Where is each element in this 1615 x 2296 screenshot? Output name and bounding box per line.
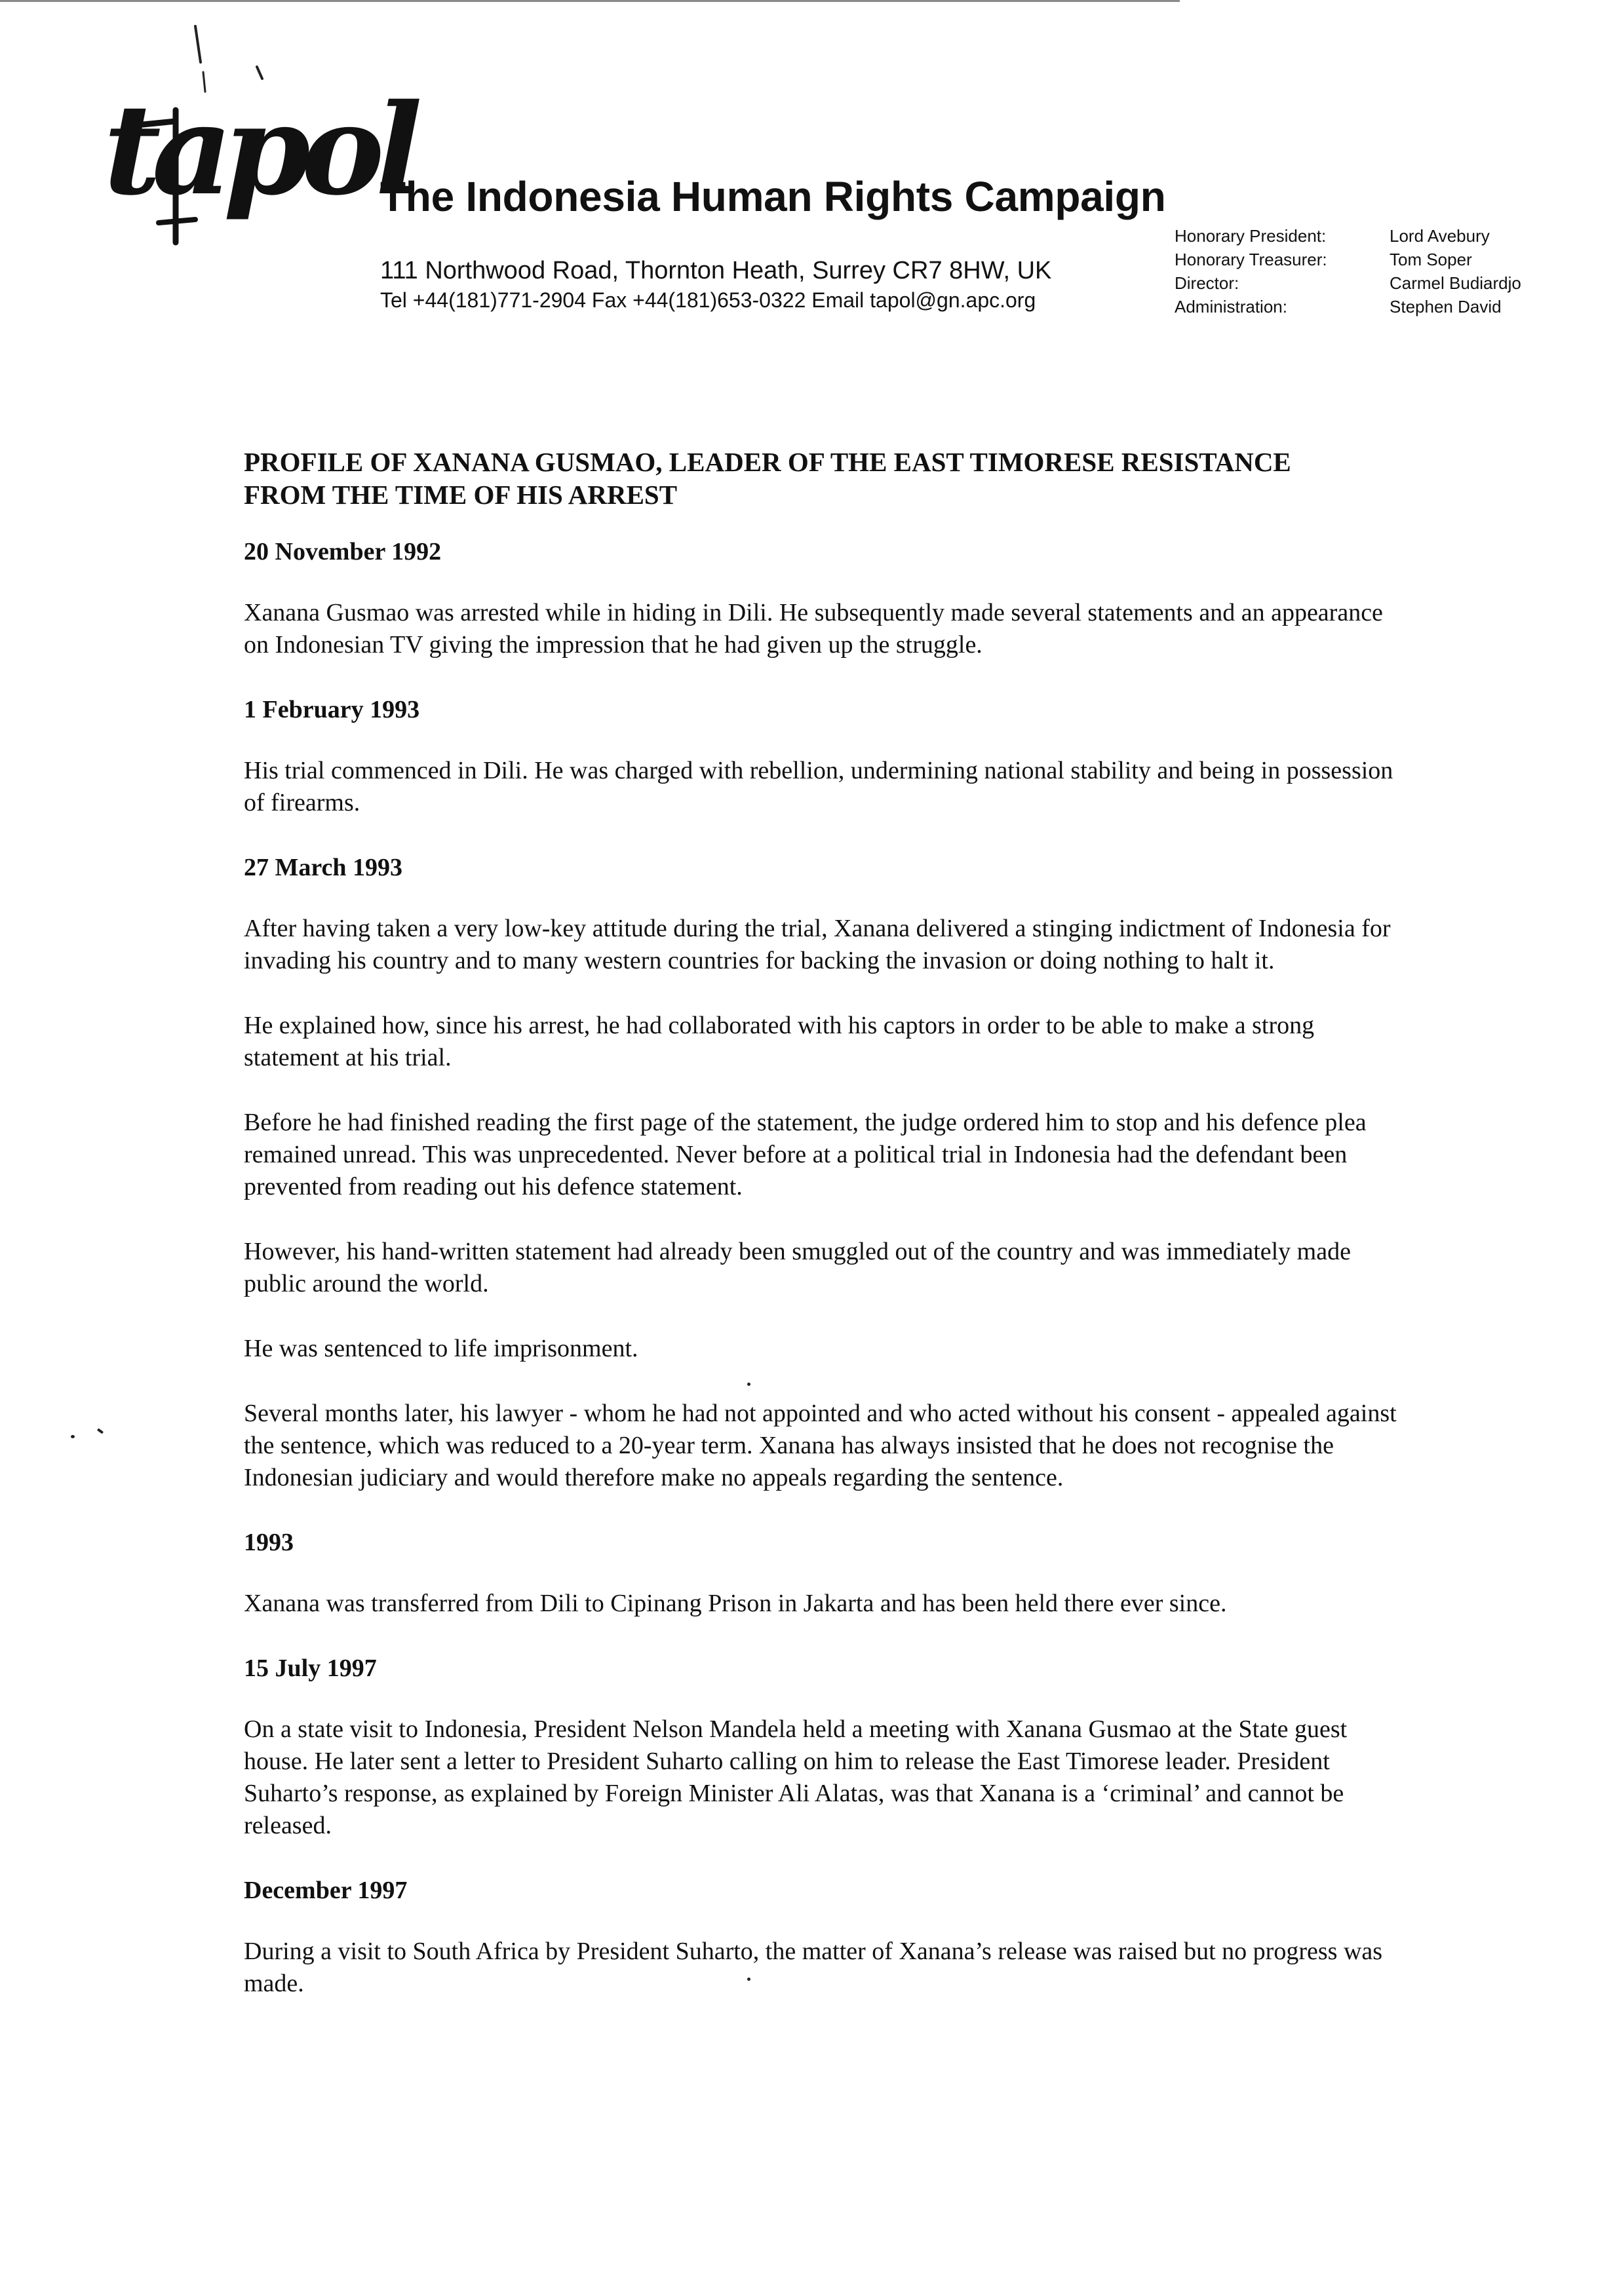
section-paragraph: Xanana was transferred from Dili to Cipinang Prison in Jakarta and has been held there ever since. <box>244 1590 1227 1617</box>
officer-role: Administration: <box>1175 297 1287 316</box>
document-body <box>244 536 1397 2033</box>
section-date: 20 November 1992 <box>244 538 442 565</box>
officer-name: Lord Avebury <box>1390 226 1490 246</box>
section-paragraph: Several months later, his lawyer - whom he had not appointed and who acted without his consent - appealed against the sentence, which was reduced to a 20-year term. Xanana has always insisted that he does not recognise the Indonesian judiciary and would therefore make no appeals regarding the sentence. <box>244 1400 1397 1491</box>
section-paragraph: His trial commenced in Dili. He was charged with rebellion, undermining national stability and being in possession of firearms. <box>244 757 1393 816</box>
org-contact: Tel +44(181)771-2904 Fax +44(181)653-0322 Email tapol@gn.apc.org <box>380 288 1036 312</box>
section-paragraph: After having taken a very low-key attitude during the trial, Xanana delivered a stinging indictment of Indonesia for invading his country and to many western countries for backing the invasion or doing nothing to halt it. <box>244 915 1391 974</box>
officer-name: Carmel Budiardjo <box>1390 273 1521 293</box>
officer-names <box>1390 224 1521 318</box>
section-date: 27 March 1993 <box>244 854 403 881</box>
tapol-wordmark: tapol <box>104 77 414 223</box>
scan-edge-line <box>0 0 1180 2</box>
officer-role: Director: <box>1175 273 1239 293</box>
tapol-logo-icon <box>98 26 414 275</box>
document-title-line: FROM THE TIME OF HIS ARREST <box>244 480 678 510</box>
document-title-line: PROFILE OF XANANA GUSMAO, LEADER OF THE EAST TIMORESE RESISTANCE <box>244 447 1291 477</box>
tapol-logo <box>98 26 414 275</box>
section-paragraph: On a state visit to Indonesia, President Nelson Mandela held a meeting with Xanana Gusmao at the State guest house. He later sent a letter to President Suharto calling on him to release the East Timorese leader. President Suharto’s response, as explained by Foreign Minister Ali Alatas, was that Xanana is a ‘criminal’ and cannot be released. <box>244 1715 1348 1839</box>
org-address: 111 Northwood Road, Thornton Heath, Surrey CR7 8HW, UK <box>380 257 1052 284</box>
section-date: 1 February 1993 <box>244 696 420 723</box>
officer-role: Honorary Treasurer: <box>1175 250 1327 269</box>
section-paragraph: However, his hand-written statement had already been smuggled out of the country and was immediately made public around the world. <box>244 1238 1351 1297</box>
officer-roles <box>1175 224 1327 318</box>
section-paragraph: During a visit to South Africa by President Suharto, the matter of Xanana’s release was raised but no progress was made. <box>244 1938 1383 1997</box>
section-paragraph: Xanana Gusmao was arrested while in hiding in Dili. He subsequently made several statements and an appearance on Indonesian TV giving the impression that he had given up the struggle. <box>244 599 1383 659</box>
officer-name: Tom Soper <box>1390 250 1472 269</box>
scan-speck <box>97 1428 104 1434</box>
scan-speck <box>71 1435 75 1438</box>
section-paragraph: He explained how, since his arrest, he had collaborated with his captors in order to be able to make a strong statement at his trial. <box>244 1012 1315 1071</box>
section-date: 1993 <box>244 1529 294 1556</box>
officer-role: Honorary President: <box>1175 226 1327 246</box>
officer-name: Stephen David <box>1390 297 1502 316</box>
section-paragraph: He was sentenced to life imprisonment. <box>244 1335 638 1362</box>
section-date: December 1997 <box>244 1877 408 1904</box>
document-title <box>244 446 1424 511</box>
section-date: 15 July 1997 <box>244 1655 377 1682</box>
section-paragraph: Before he had finished reading the first page of the statement, the judge ordered him to stop and his defence plea remained unread. This was unprecedented. Never before at a political trial in Indonesia had the defendant been prevented from reading out his defence statement. <box>244 1109 1367 1200</box>
org-name: The Indonesia Human Rights Campaign <box>380 173 1166 220</box>
